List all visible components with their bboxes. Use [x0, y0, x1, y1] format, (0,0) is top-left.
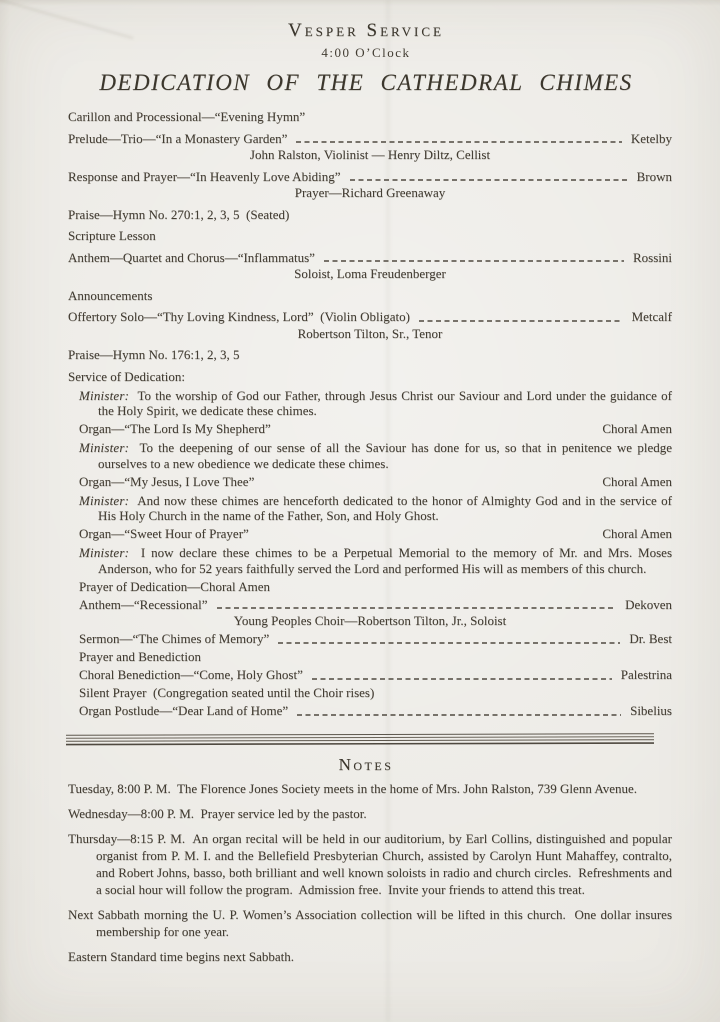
minister-text: I now declare these chimes to be a Perpetual Memorial to the memory of Mr. and Mrs. Moses Anderson, who for 52 years faithfully served the Lord and performed His will as members of this church. — [98, 545, 673, 576]
program-line — [68, 228, 672, 244]
right-credit: Choral Amen — [602, 473, 672, 489]
program-line — [79, 421, 672, 437]
minister-paragraph — [79, 545, 673, 576]
note-item: Eastern Standard time begins next Sabbath. — [68, 948, 295, 964]
minister-label: Minister: — [79, 492, 130, 508]
dedication-title: DEDICATION OF THE CATHEDRAL CHIMES — [99, 70, 633, 95]
program-line-text: Anthem—Quartet and Chorus—“Inflammatus” — [68, 249, 315, 265]
minister-label: Minister: — [79, 387, 130, 403]
dash-leader — [350, 179, 628, 181]
program-line-text: Choral Benediction—“Come, Holy Ghost” — [79, 667, 303, 682]
program-line-text: Service of Dedication: — [68, 368, 185, 384]
program-line — [79, 631, 672, 647]
program-subline: Prayer—Richard Greenaway — [294, 185, 446, 200]
note-item: Tuesday, 8:00 P. M. The Florence Jones Society meets in the home of Mrs. John Ralston, 739 Glenn Avenue. — [68, 780, 638, 796]
program-line — [79, 685, 672, 701]
minister-paragraph — [79, 440, 672, 471]
program-line-text: Prayer and Benediction — [79, 649, 202, 664]
program-line — [68, 207, 672, 223]
program-line — [79, 597, 672, 613]
right-credit: Dekoven — [625, 596, 672, 612]
program-line-text: Prayer of Dedication—Choral Amen — [79, 578, 270, 594]
right-credit: Ketelby — [630, 130, 672, 146]
right-credit: Dr. Best — [629, 631, 672, 646]
program-line — [68, 309, 672, 325]
dash-leader — [278, 642, 620, 644]
note-item: Next Sabbath morning the U. P. Women’s Association collection will be lifted in this church. One dollar insures membership for one year. — [68, 906, 672, 939]
program-line-text: Announcements — [68, 287, 153, 303]
program-subline: John Ralston, Violinist — Henry Diltz, Cellist — [249, 147, 491, 162]
notes-heading: Notes — [338, 754, 394, 774]
program-line-text: Prelude—Trio—“In a Monastery Garden” — [68, 130, 288, 146]
minister-label: Minister: — [79, 545, 130, 560]
program-line-text: Response and Prayer—“In Heavenly Love Abiding” — [68, 168, 341, 184]
program-line — [68, 347, 672, 363]
program-line-text: Organ—“Sweet Hour of Prayer” — [79, 526, 249, 541]
notes-section — [68, 755, 672, 965]
minister-label: Minister: — [79, 440, 130, 455]
minister-paragraph — [79, 387, 672, 419]
note-item: Wednesday—8:00 P. M. Prayer service led by the pastor. — [68, 805, 367, 821]
section-divider-rule — [66, 733, 654, 746]
right-credit: Brown — [636, 168, 672, 184]
right-credit: Metcalf — [631, 309, 672, 324]
program-subline: Young Peoples Choir—Robertson Tilton, Jr., Soloist — [233, 613, 507, 628]
program-line-text: Organ—“The Lord Is My Shepherd” — [79, 421, 271, 436]
program-line-text: Offertory Solo—“Thy Loving Kindness, Lord” (Violin Obligato) — [68, 309, 410, 324]
service-title: Vesper Service — [288, 20, 444, 41]
program-line-text: Anthem—“Recessional” — [79, 596, 208, 612]
program-line — [79, 579, 672, 595]
dash-leader — [419, 320, 623, 322]
program-line-text: Sermon—“The Chimes of Memory” — [79, 631, 270, 646]
program-line-text: Silent Prayer (Congregation seated until the Choir rises) — [79, 685, 375, 700]
right-credit: Sibelius — [630, 703, 672, 718]
dash-leader — [296, 141, 621, 143]
program-line-text: Organ—“My Jesus, I Love Thee” — [79, 473, 255, 489]
program-line — [79, 703, 672, 719]
program-line — [79, 474, 672, 490]
page-header — [60, 20, 672, 96]
program-line — [68, 369, 672, 385]
program-line — [68, 169, 672, 185]
program-line — [68, 250, 672, 266]
dash-leader — [324, 260, 624, 262]
program-line — [79, 526, 672, 542]
right-credit: Rossini — [632, 249, 672, 265]
program-line — [79, 649, 672, 665]
program-line — [68, 109, 672, 125]
minister-text: And now these chimes are henceforth dedicated to the honor of Almighty God and in the service of His Holy Church in the name of the Father, Son, and Holy Ghost. — [98, 492, 672, 523]
right-credit: Palestrina — [620, 667, 672, 682]
minister-text: To the worship of God our Father, through Jesus Christ our Saviour and Lord under the guidance of the Holy Spirit, we dedicate these chimes. — [98, 387, 672, 418]
service-time: 4:00 O’Clock — [321, 45, 411, 60]
minister-paragraph — [79, 492, 672, 524]
program-line-text: Praise—Hymn No. 270:1, 2, 3, 5 (Seated) — [68, 206, 290, 222]
program-line-text: Carillon and Processional—“Evening Hymn” — [68, 109, 306, 124]
program-line-text: Organ Postlude—“Dear Land of Home” — [79, 703, 289, 718]
right-credit: Choral Amen — [602, 526, 672, 541]
program-line-text: Praise—Hymn No. 176:1, 2, 3, 5 — [68, 347, 240, 362]
note-item: Thursday—8:15 P. M. An organ recital will be held in our auditorium, by Earl Collins, distinguished and popular organist from P. M. I. and the Bellefield Presbyterian Church, assisted by Carolyn Hunt Mahaffey, contralto, and Robert Johns, basso, both brilliant and well known soloists in radio and church circles. Refreshments and a social hour will follow the program. Admission free. Invite your friends to attend this treat. — [68, 830, 672, 897]
minister-text: To the deepening of our sense of all the Saviour has done for us, so that in penitence we pledge ourselves to a new obedience we dedicate these chimes. — [98, 440, 672, 471]
dash-leader — [297, 714, 621, 716]
dash-leader — [312, 678, 612, 680]
program-line — [79, 667, 672, 683]
right-credit: Choral Amen — [602, 421, 672, 436]
program-subline: Robertson Tilton, Sr., Tenor — [297, 325, 443, 341]
notes-list — [68, 780, 672, 965]
order-of-service — [68, 109, 672, 719]
dash-leader — [217, 607, 617, 609]
program-line — [68, 131, 672, 147]
program-line-text: Scripture Lesson — [68, 228, 156, 243]
program-subline: Soloist, Loma Freudenberger — [294, 266, 446, 281]
program-line — [68, 288, 672, 304]
